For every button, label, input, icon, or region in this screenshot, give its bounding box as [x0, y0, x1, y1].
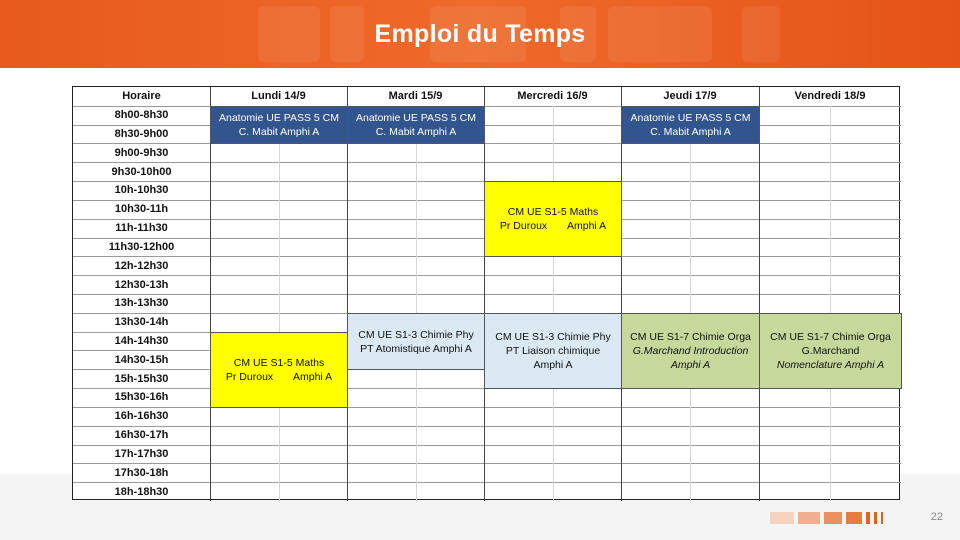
slide-number: 22	[930, 511, 943, 523]
course-text-line: Nomenclature Amphi A	[776, 358, 885, 371]
course-text-line: CM UE S1-5 Maths	[507, 206, 599, 219]
course-block[interactable]	[759, 313, 902, 389]
time-slot-label: 16h30-17h	[114, 429, 169, 442]
sub-column-separator	[416, 106, 417, 501]
course-text-line: Amphi A	[533, 358, 573, 371]
course-text-line: G.Marchand Introduction	[632, 344, 749, 357]
day-header: Jeudi 17/9	[663, 90, 717, 103]
course-text-line: CM UE S1-3 Chimie Phy	[495, 330, 611, 343]
course-text-line: Pr Duroux Amphi A	[225, 370, 333, 383]
time-slot-label: 11h-11h30	[115, 222, 168, 235]
time-slot-label: 13h-13h30	[114, 297, 169, 310]
time-slot-label: 11h30-12h00	[108, 240, 175, 253]
course-text-line: C. Mabit Amphi A	[375, 126, 457, 139]
time-slot-label: 16h-16h30	[114, 410, 169, 423]
course-text-line: CM UE S1-7 Chimie Orga	[630, 330, 751, 343]
course-text-line: PT Atomistique Amphi A	[360, 342, 472, 355]
course-text-line: Anatomie UE PASS 5 CM	[218, 112, 340, 125]
course-block[interactable]	[210, 332, 348, 408]
day-header: Lundi 14/9	[251, 90, 306, 103]
course-text-line: Pr Duroux Amphi A	[499, 220, 607, 233]
time-slot-label: 8h00-8h30	[114, 109, 169, 122]
header-horaire: Horaire	[122, 90, 161, 103]
course-text-line: CM UE S1-3 Chimie Phy	[358, 328, 474, 341]
time-slot-label: 12h-12h30	[114, 259, 169, 272]
time-slot-label: 15h-15h30	[114, 372, 169, 385]
time-slot-label: 10h30-11h	[114, 203, 169, 216]
time-slot-label: 18h-18h30	[114, 485, 169, 498]
timetable-grid	[72, 86, 900, 500]
column-separator	[347, 87, 348, 501]
time-slot-label: 13h30-14h	[114, 316, 169, 329]
course-text-line: Anatomie UE PASS 5 CM	[630, 112, 751, 125]
course-text-line: CM UE S1-7 Chimie Orga	[770, 330, 891, 343]
course-text-line: C. Mabit Amphi A	[650, 126, 731, 139]
time-slot-label: 9h30-10h00	[111, 165, 172, 178]
course-block[interactable]	[484, 313, 622, 389]
time-slot-label: 12h30-13h	[114, 278, 169, 291]
time-slot-label: 8h30-9h00	[114, 128, 169, 141]
time-slot-label: 17h-17h30	[114, 447, 169, 460]
column-separator	[759, 87, 760, 501]
time-slot-label: 14h-14h30	[114, 335, 169, 348]
course-text-line: C. Mabit Amphi A	[238, 126, 320, 139]
course-text-line: Anatomie UE PASS 5 CM	[355, 112, 477, 125]
time-slot-label: 10h-10h30	[114, 184, 169, 197]
sub-column-separator	[690, 106, 691, 501]
title-banner	[0, 0, 960, 68]
day-header: Mercredi 16/9	[517, 90, 588, 103]
sub-column-separator	[279, 106, 280, 501]
sub-column-separator	[553, 106, 554, 501]
sub-column-separator	[830, 106, 831, 501]
column-separator	[621, 87, 622, 501]
course-block[interactable]	[484, 181, 622, 257]
course-block[interactable]	[621, 106, 760, 145]
course-text-line: PT Liaison chimique	[505, 344, 601, 357]
time-slot-label: 14h30-15h	[114, 353, 169, 366]
course-block[interactable]	[347, 313, 485, 370]
time-slot-label: 15h30-16h	[114, 391, 169, 404]
column-separator	[210, 87, 211, 501]
course-text-line: CM UE S1-5 Maths	[233, 356, 325, 369]
time-slot-label: 17h30-18h	[114, 466, 169, 479]
slide-title: Emploi du Temps	[374, 20, 586, 48]
course-block[interactable]	[347, 106, 485, 145]
day-header: Vendredi 18/9	[794, 90, 866, 103]
day-header: Mardi 15/9	[388, 90, 443, 103]
time-slot-label: 9h00-9h30	[114, 146, 169, 159]
course-block[interactable]	[621, 313, 760, 389]
course-block[interactable]	[210, 106, 348, 145]
column-separator	[484, 87, 485, 501]
course-text-line: G.Marchand	[801, 344, 860, 357]
course-text-line: Amphi A	[670, 358, 711, 371]
